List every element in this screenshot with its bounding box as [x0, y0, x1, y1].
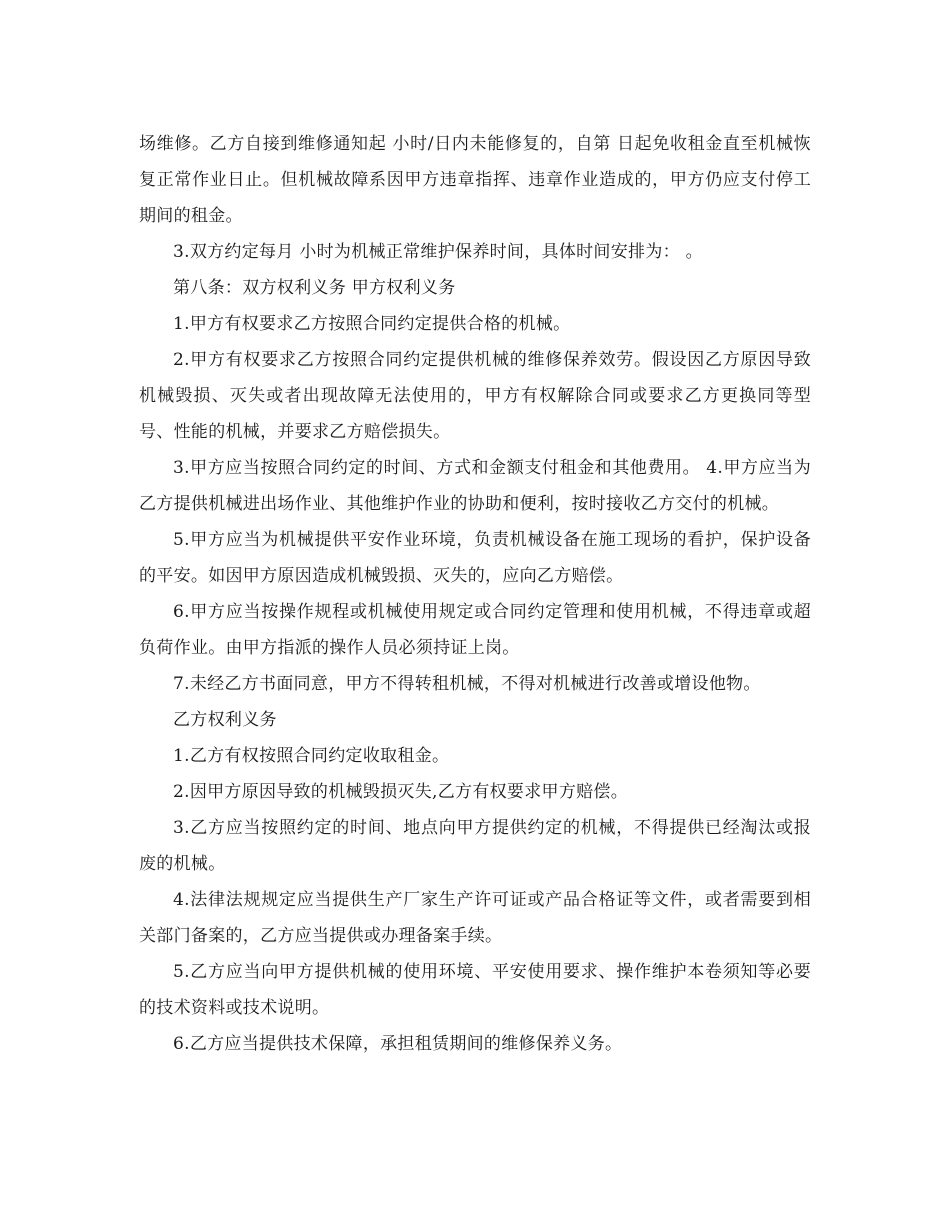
party-a-item-3-4: 3.甲方应当按照合同约定的时间、方式和金额支付租金和其他费用。 4.甲方应当为乙方提供机械进出场作业、其他维护作业的协助和便利，按时接收乙方交付的机械。: [139, 458, 811, 514]
party-b-heading: 乙方权利义务: [173, 710, 277, 730]
party-a-item-7: 7.未经乙方书面同意，甲方不得转租机械，不得对机械进行改善或增设他物。: [173, 674, 761, 694]
party-b-item-6: 6.乙方应当提供技术保障，承担租赁期间的维修保养义务。: [173, 1034, 623, 1054]
party-b-item-4: 4.法律法规规定应当提供生产厂家生产许可证或产品合格证等文件，或者需要到相关部门备案的，乙方应当提供或办理备案手续。: [139, 890, 811, 946]
party-b-item-2: 2.因甲方原因导致的机械毁损灭失,乙方有权要求甲方赔偿。: [173, 782, 629, 802]
paragraph-continuation: 场维修。乙方自接到维修通知起 小时/日内未能修复的，自第 日起免收租金直至机械恢复正常作业日止。但机械故障系因甲方违章指挥、违章作业造成的，甲方仍应支付停工期间的租金。: [139, 134, 811, 226]
party-b-item-1: 1.乙方有权按照合同约定收取租金。: [173, 746, 450, 766]
party-a-item-1: 1.甲方有权要求乙方按照合同约定提供合格的机械。: [173, 314, 571, 334]
party-b-item-3: 3.乙方应当按照约定的时间、地点向甲方提供约定的机械，不得提供已经淘汰或报废的机械。: [139, 818, 811, 874]
party-b-item-5: 5.乙方应当向甲方提供机械的使用环境、平安使用要求、操作维护本卷须知等必要的技术资料或技术说明。: [139, 962, 811, 1018]
party-a-item-5: 5.甲方应当为机械提供平安作业环境，负责机械设备在施工现场的看护，保护设备的平安。如因甲方原因造成机械毁损、灭失的，应向乙方赔偿。: [139, 530, 811, 586]
party-a-item-2: 2.甲方有权要求乙方按照合同约定提供机械的维修保养效劳。假设因乙方原因导致机械毁损、灭失或者出现故障无法使用的，甲方有权解除合同或要求乙方更换同等型号、性能的机械，并要求乙方赔偿损失。: [139, 350, 811, 442]
paragraph-maintenance-time: 3.双方约定每月 小时为机械正常维护保养时间，具体时间安排为： 。: [173, 242, 703, 262]
party-a-item-6: 6.甲方应当按操作规程或机械使用规定或合同约定管理和使用机械，不得违章或超负荷作业。由甲方指派的操作人员必须持证上岗。: [139, 602, 811, 658]
document-body: [139, 126, 811, 1062]
article-eight-heading: 第八条：双方权利义务 甲方权利义务: [173, 278, 456, 298]
